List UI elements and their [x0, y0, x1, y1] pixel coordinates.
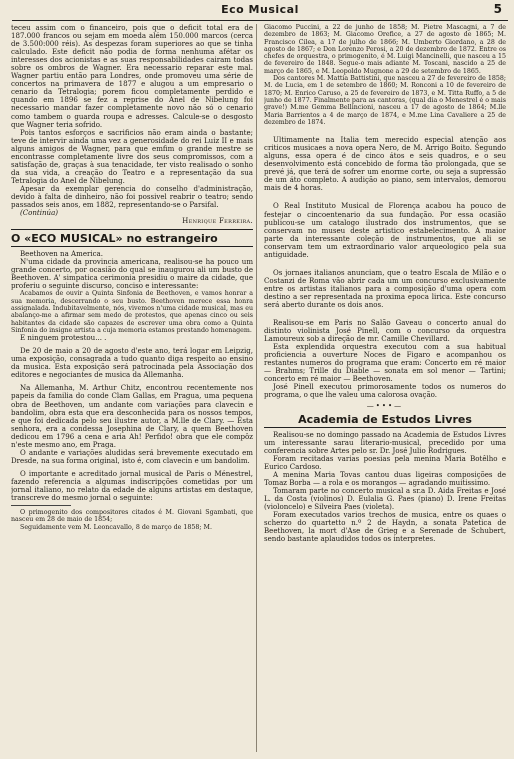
footnote-continued: Giacomo Puccini, a 22 de junho de 1858; M. Pietre Mascagni, a 7 de dezembro de 1863; M. Giacomo Orefice, a 27 de agosto de 1865; M. Francisco Cilea, a 17 de julho de 1866; M. Umberto Giordano, a 28 de agosto de 1867; e Don Lorenzo Perosi, a 20 de dezembro de 1872. Entre os chefes de orquestra, o primogenito, é M. Luigi Mancinelli, que nasceu a 15 de fevereiro de 1848. Segue-o mais adiante M. Toscani, nascido a 25 de março de 1865, e M. Leopoldo Mugnone a 29 de setembro de 1865. [264, 24, 506, 75]
page-header [12, 2, 508, 21]
section-heading: O «ECO MUSICAL» no estrangeiro [11, 229, 253, 247]
paragraph: O importante e acreditado jornal musical de Paris o Ménestrel, fazendo referencia a algumas indiscripções cometidas por um jornal italiano, no relato da edade de alguns artistas em destaque, transcreve do mesmo jornal o seguinte: [11, 468, 253, 503]
paragraph: Ultimamente na Italia tem merecido especial atenção aos criticos musicaes a nova opera Nero, de M. Arrigo Boito. Segundo alguns, essa opera é de cinco átos e seis quadros, e o seu desenvolvimento está concebido de forma tão prolongada, que se prevé já, que terá de sofrer um enorme corte, ou seja a supressão de um áto completo. A audição ao piano, sem intervalos, demorou mais de 4 horas. [264, 135, 506, 193]
footnote: O primogenito dos compositores citados é M. Giovani Sgambati, que nasceu em 28 de maio de 1854; [11, 509, 253, 524]
page-number: 5 [493, 2, 502, 16]
footnote: Seguidamente vem M. Leoncavallo, 8 de março de 1858; M. [20, 523, 212, 531]
left-column [11, 24, 253, 752]
paragraph: E ninguem protestou... . [20, 333, 107, 343]
paragraph: N'uma cidade da provincia americana, realisou-se ha pouco um grande concerto, por ocasião do qual se inaugurou ali um busto de Beethoven. A' simpatica cerimonia presidiu o maire da cidade, que proferiu o seguinte discurso, conciso e interessante: [11, 257, 253, 291]
running-title: Eco Musical [221, 3, 299, 16]
paragraph: Foram recitadas varias poesias pela menina Maria Botêlho e Eurico Cardoso. [264, 453, 506, 471]
quoted-speech: Acabamos de ouvir a Quinta Sinfonia de Beethoven, e vamos honrar a sua memoria, descerrando o seu busto. Beethoven merece essa honra assignalada. Indubitavelmente, nós, vivemos n'uma cidade musical, mas eu abalanço-me a afirmar sem medo de protestos, que apenas cinco ou seis habitantes da cidade são capazes de escrever uma obra como a Quinta Sinfonia do insigne artista a cuja memoria estamos prestando homenagem. [11, 290, 253, 334]
paragraph: José Pinell executou primorosamente todos os numeros do programa, o que lhe valeu uma calorosa ovação. [264, 382, 506, 400]
column-divider [256, 24, 257, 752]
footnote: Dos cantores M. Mattia Battistini, que nasceu a 27 de fevereiro de 1858; M. de Lucia, em 1 de setembro de 1860; M. Ronconi a 10 de fevereiro de 1870; M. Enrico Caruso, a 25 de fevereiro de 1873, e M. Titta Ruffo, a 5 de junho de 1877. Finalmente para as cantoras, (qual dia o Menestrel é o mais grave!) M.me Gemma Bellincioni, nasceu a 17 de agosto de 1864; M.lle Maria Barrientos a 4 de março de 1874, e M.me Lina Cavaliere a 25 de dezembro de 1874. [264, 75, 506, 126]
paragraph: O Real Instituto Musical de Florença acabou ha pouco de festejar o cincoentenario da sua fundação. Por essa ocasião publicou-se um catalogo ilustrado dos instrumentos, que se conservam no museu deste artistico estabelecimento. A maior parte da interessante coleção de instrumentos, que ali se conservam tem um extraordinario valor arqueologico pela sua antiguidade. [264, 201, 506, 259]
section-heading: Academia de Estudos Livres [264, 413, 506, 428]
paragraph: Pois tantos esforços e sacrificios não eram ainda o bastante; teve de intervir ainda uma vez a generosidade do rei Luiz II e mais alguns amigos de Wagner, para que emfim o grande mestre se encontrasse completamente livre dos seus compromissos, com a satisfação de, graças à sua tenacidade, ter visto realisado o sonho da sua vida, a creação do Teatro e a representação da sua Tetralogia do Anel de Nibelung. [11, 127, 253, 185]
paragraph: Tomaram parte no concerto musical a sr.a D. Aida Freitas e José L. da Costa (violinos) D. Eulalia G. Paes (piano) D. Irene Freitas (violoncelo) e Silveira Paes (violeta). [264, 485, 506, 511]
footnote-rule [11, 505, 71, 506]
paragraph: De 20 de maio a 20 de agosto d'este ano, terá logar em Leipzig, uma exposição, consagrada a tudo quanto diga respeito ao ensino da musica. Esta exposição será patrocinada pela Associação dos editores e negociantes de musica da Allemanha. [11, 346, 253, 380]
ornament-divider: —•••— [366, 401, 404, 410]
paragraph: Esta explendida orquestra executou com a sua habitual proficiencia a ouverture Noces de Figaro e acompanhou os restantes numeros do programa que eram: Concerto em ré maior — Brahms; Trille du Diable — sonata em sol menor — Tartini; concerto em ré maior — Beethoven. [264, 342, 506, 384]
paragraph: Os jornaes italianos anunciam, que o teatro Escala de Milão e o Costanzi de Roma vão abrir cada um um concurso exclusivamente entre os artistas italianos para a composição d'uma opera com destino a ser representada na proxima epoca lirica. Este concurso será aberto durante os dois anos. [264, 267, 506, 309]
paragraph: Realisou-se no domingo passado na Academia de Estudos Livres um interessante sarau literario-musical, precedido por uma conferencia sobre Artes pelo sr. Dr. José Julio Rodrigues. [264, 429, 506, 455]
paragraph: teceu assim com o financeiro, pois que o deficit total era de 187.000 francos ou sejam em moeda além 150.000 marcos (cerca de 3.500:000 réis). As despezas foram superiores ao que se tinha calculado. Este deficit não podia de forma nenhuma afétar os interesses dos acionistas e as suas responsabilidades cairam todas sobre os ombros de Wagner. Era necessario reparar este mal. Wagner partiu então para Londres, onde promoveu uma série de concertos na primavera de 1877 e alugou a um empresario o cenario da Tetralogia; porem ficou completamente perdido e quando em 1896 se fez a reprise do Anel de Nibelung foi necessario mandar fazer completamente novo não só o cenario como tambem o guarda roupa e adresses. Calcule-se o desgosto que Wagner teria sofrido. [11, 24, 253, 129]
continued-note: (Continúa) [20, 208, 59, 218]
paragraph: Beethoven na America. [20, 249, 103, 259]
paragraph: Apesar da exemplar gerencia do conselho d'administração, devido à falta de dinheiro, não foi possivel reabrir o teatro; sendo passados seis anos, em 1882, representando-se o Parsifal. [11, 183, 253, 210]
paragraph: O andante e variações aludidas será brevemente executado em Dresde, na sua forma original, isto é, com clavecin e um bandolim. [11, 447, 253, 465]
paragraph: Realisou-se em Paris no Salão Gaveau o concerto anual do distinto violinista José Pinell, com o concurso da orquestra Lamoureux sob a direção de mr. Camille Chevillard. [264, 318, 506, 344]
right-column [264, 24, 506, 752]
author-signature: Henrique Ferreira. [182, 216, 253, 226]
paragraph: Foram executados varios trechos de musica, entre os quaes o scherzo do quartetto n.º 2 de Haydn, a sonata Patetica de Beethoven, la mort d'Ase de Grieg e a Serenade de Schubert, sendo bastante aplaudidos todos os interpretes. [264, 510, 506, 544]
paragraph: Na Allemanha, M. Arthur Chitz, encontrou recentemente nos papeis da familia do conde Clam Gallas, em Praguа, uma pequena obra de Beethoven, um andante com variações para clavecin e bandolim, obra esta que era desconhecida para os nossos tempos, e que foi dedicada pelo seu ilustre autor, a M.lle de Clary. — Esta senhora, era a condessa Josephina de Clary, a quem Beethoven dedicou em 1796 a cena e aria Ah! Perfido! obra que ele compôz n'este mesmo ano, em Praga. [11, 383, 253, 449]
paragraph: A menina Maria Tovas cantou duas ligeiras composições de Tomaz Borba — a rola e os morangos — agradando muitissimo. [264, 469, 506, 487]
